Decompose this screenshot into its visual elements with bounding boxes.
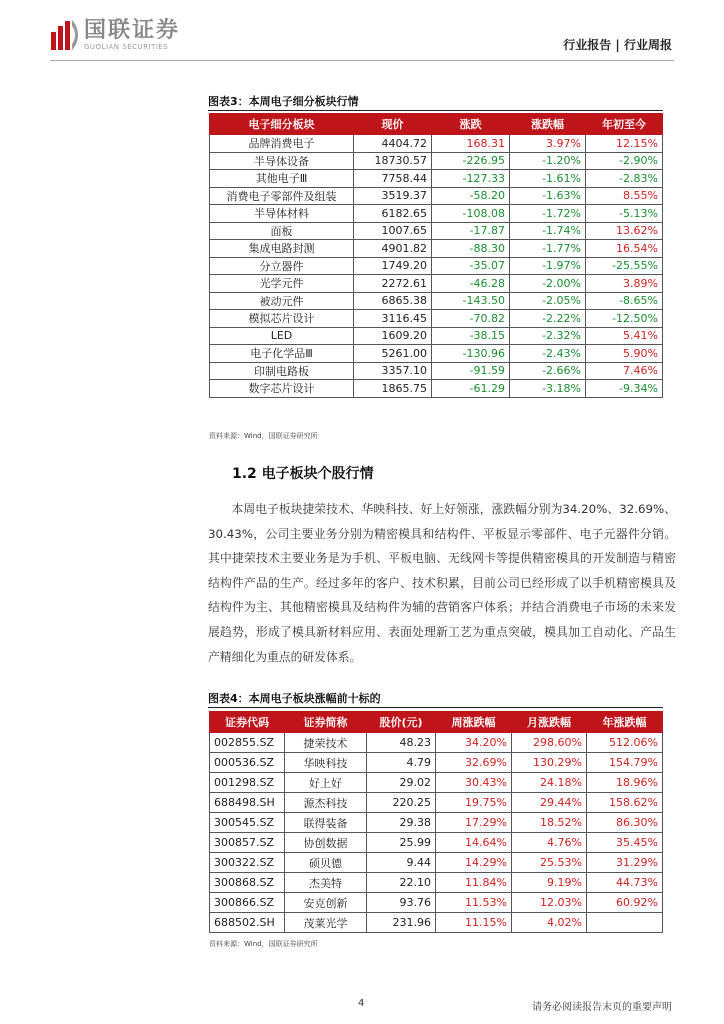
table-cell: 好上好: [285, 773, 367, 793]
table-cell: 17.29%: [436, 813, 512, 833]
table-row: [210, 853, 663, 873]
table-cell: 34.20%: [436, 733, 512, 753]
table-cell: 电子化学品Ⅲ: [210, 345, 354, 363]
table-row: [210, 793, 663, 813]
table-cell: -91.59: [432, 362, 510, 380]
table-cell: -88.30: [432, 240, 510, 258]
table-cell: 44.73%: [587, 873, 663, 893]
table-cell: 86.30%: [587, 813, 663, 833]
table-cell: 面板: [210, 222, 354, 240]
table-cell: 4901.82: [354, 240, 432, 258]
table-cell: -12.50%: [586, 310, 663, 328]
table-cell: 93.76: [367, 893, 436, 913]
table-cell: -1.20%: [510, 152, 586, 170]
table-cell: 31.29%: [587, 853, 663, 873]
table4-title-underline: [208, 707, 663, 708]
column-header: 年涨跌幅: [587, 712, 663, 733]
table-cell: 688502.SH: [210, 913, 285, 933]
table-cell: 25.99: [367, 833, 436, 853]
table-cell: 9.19%: [512, 873, 587, 893]
table-cell: 158.62%: [587, 793, 663, 813]
table-cell: -1.77%: [510, 240, 586, 258]
table-cell: LED: [210, 327, 354, 345]
table-cell: -1.72%: [510, 205, 586, 223]
table-cell: 32.69%: [436, 753, 512, 773]
table-cell: 688498.SH: [210, 793, 285, 813]
table-cell: 168.31: [432, 135, 510, 153]
table-cell: 002855.SZ: [210, 733, 285, 753]
table-row: [210, 292, 663, 310]
table-cell: 000536.SZ: [210, 753, 285, 773]
column-header: 涨跌: [432, 114, 510, 135]
table3-source: 资料来源：Wind，国联证券研究所: [209, 432, 318, 440]
column-header: 涨跌幅: [510, 114, 586, 135]
table-cell: -35.07: [432, 257, 510, 275]
table-cell: 300866.SZ: [210, 893, 285, 913]
table-row: [210, 813, 663, 833]
table-cell: 印制电路板: [210, 362, 354, 380]
table-cell: 130.29%: [512, 753, 587, 773]
table-cell: 298.60%: [512, 733, 587, 753]
table-cell: 3116.45: [354, 310, 432, 328]
table-row: [210, 257, 663, 275]
table-row: [210, 275, 663, 293]
table-cell: 4.79: [367, 753, 436, 773]
table-cell: 3.97%: [510, 135, 586, 153]
table-cell: 4.02%: [512, 913, 587, 933]
table-cell: -5.13%: [586, 205, 663, 223]
table-cell: -2.32%: [510, 327, 586, 345]
table-cell: -143.50: [432, 292, 510, 310]
table4-title: 图表4：本周电子板块涨幅前十标的: [208, 692, 381, 705]
table-cell: -226.95: [432, 152, 510, 170]
table-row: [210, 380, 663, 398]
table-cell: 源杰科技: [285, 793, 367, 813]
table-cell: -1.63%: [510, 187, 586, 205]
table-cell: 消费电子零部件及组装: [210, 187, 354, 205]
table-cell: -108.08: [432, 205, 510, 223]
table-cell: 001298.SZ: [210, 773, 285, 793]
table-cell: 茂莱光学: [285, 913, 367, 933]
table-row: [210, 310, 663, 328]
column-header: 现价: [354, 114, 432, 135]
table-cell: 分立器件: [210, 257, 354, 275]
table-cell: 11.53%: [436, 893, 512, 913]
table-cell: -8.65%: [586, 292, 663, 310]
table3-title: 图表3：本周电子细分板块行情: [208, 95, 359, 108]
logo-chinese-name: 国联证券: [84, 17, 181, 43]
table-cell: 5.41%: [586, 327, 663, 345]
table-cell: 300322.SZ: [210, 853, 285, 873]
table-cell: 3357.10: [354, 362, 432, 380]
table-cell: 512.06%: [587, 733, 663, 753]
table-cell: 220.25: [367, 793, 436, 813]
table-cell: -9.34%: [586, 380, 663, 398]
column-header: 周涨跌幅: [436, 712, 512, 733]
table-cell: 半导体材料: [210, 205, 354, 223]
section-heading: 1.2 电子板块个股行情: [232, 466, 374, 482]
table-cell: -70.82: [432, 310, 510, 328]
table-row: [210, 833, 663, 853]
table-cell: 6865.38: [354, 292, 432, 310]
table-cell: -127.33: [432, 170, 510, 188]
table-cell: -2.00%: [510, 275, 586, 293]
table-cell: 14.64%: [436, 833, 512, 853]
table-cell: 6182.65: [354, 205, 432, 223]
column-header: 月涨跌幅: [512, 712, 587, 733]
table-cell: 光学元件: [210, 275, 354, 293]
table3-title-underline: [208, 110, 663, 111]
table-row: [210, 733, 663, 753]
table-cell: -130.96: [432, 345, 510, 363]
table-cell: 1865.75: [354, 380, 432, 398]
table-header-row: [210, 114, 663, 135]
top-gainers-table: [209, 711, 663, 933]
table-row: [210, 327, 663, 345]
table-row: [210, 240, 663, 258]
table-cell: 18.96%: [587, 773, 663, 793]
table-cell: -1.74%: [510, 222, 586, 240]
table-cell: 杰美特: [285, 873, 367, 893]
table-row: [210, 152, 663, 170]
table-cell: 30.43%: [436, 773, 512, 793]
table-cell: 1749.20: [354, 257, 432, 275]
table-row: [210, 345, 663, 363]
table-row: [210, 205, 663, 223]
table-cell: 品牌消费电子: [210, 135, 354, 153]
table-row: [210, 222, 663, 240]
table-cell: 29.44%: [512, 793, 587, 813]
table-cell: 16.54%: [586, 240, 663, 258]
table-cell: 8.55%: [586, 187, 663, 205]
table4-source: 资料来源：Wind，国联证券研究所: [209, 940, 318, 948]
table-cell: 协创数据: [285, 833, 367, 853]
table-cell: 300545.SZ: [210, 813, 285, 833]
table-cell: 14.29%: [436, 853, 512, 873]
table-cell: 半导体设备: [210, 152, 354, 170]
table-cell: 18730.57: [354, 152, 432, 170]
table-cell: -38.15: [432, 327, 510, 345]
table-cell: -61.29: [432, 380, 510, 398]
column-header: 证券代码: [210, 712, 285, 733]
table-row: [210, 773, 663, 793]
table-cell: 5.90%: [586, 345, 663, 363]
table-cell: 集成电路封测: [210, 240, 354, 258]
table-cell: 24.18%: [512, 773, 587, 793]
table-header-row: [210, 712, 663, 733]
table-cell: 被动元件: [210, 292, 354, 310]
table-cell: 29.38: [367, 813, 436, 833]
table-row: [210, 893, 663, 913]
table-cell: 19.75%: [436, 793, 512, 813]
table-cell: 9.44: [367, 853, 436, 873]
column-header: 年初至今: [586, 114, 663, 135]
report-type-label: 行业报告 | 行业周报: [563, 38, 672, 52]
table-cell: -1.97%: [510, 257, 586, 275]
table-cell: -25.55%: [586, 257, 663, 275]
table-cell: 模拟芯片设计: [210, 310, 354, 328]
column-header: 电子细分板块: [210, 114, 354, 135]
table-cell: 22.10: [367, 873, 436, 893]
table-cell: 7.46%: [586, 362, 663, 380]
table-row: [210, 170, 663, 188]
table-cell: 231.96: [367, 913, 436, 933]
table-cell: 29.02: [367, 773, 436, 793]
table-cell: 13.62%: [586, 222, 663, 240]
table-row: [210, 187, 663, 205]
table-cell: 5261.00: [354, 345, 432, 363]
header-divider: [50, 60, 674, 61]
table-cell: -2.66%: [510, 362, 586, 380]
section-paragraph: 本周电子板块捷荣技术、华映科技、好上好领涨，涨跌幅分别为34.20%、32.69%、30.43%，公司主要业务分别为精密模具和结构件、平板显示零部件、电子元器件分销。其中捷荣技术主要业务是为手机、平板电脑、无线网卡等提供精密模具的开发制造与精密结构件产品的生产。经过多年的客户、技术积累，目前公司已经形成了以手机精密模具及结构件为主、其他精密模具及结构件为辅的营销客户体系；并结合消费电子市场的未来发展趋势，形成了模具新材料应用、表面处理新工艺为重点突破，模具加工自动化、产品生产精细化为重点的研发体系。: [208, 502, 676, 664]
table-cell: 华映科技: [285, 753, 367, 773]
table-cell: -58.20: [432, 187, 510, 205]
company-logo: [50, 18, 180, 52]
table-cell: 25.53%: [512, 853, 587, 873]
table-cell: 联得装备: [285, 813, 367, 833]
table-cell: 4404.72: [354, 135, 432, 153]
table-cell: 154.79%: [587, 753, 663, 773]
table-row: [210, 873, 663, 893]
logo-mark-icon: [50, 18, 80, 52]
table-cell: 18.52%: [512, 813, 587, 833]
table-row: [210, 913, 663, 933]
table-cell: 11.84%: [436, 873, 512, 893]
table-cell: -2.90%: [586, 152, 663, 170]
table-cell: 3519.37: [354, 187, 432, 205]
table-cell: -2.22%: [510, 310, 586, 328]
table-cell: 7758.44: [354, 170, 432, 188]
table-cell: 4.76%: [512, 833, 587, 853]
table-cell: 35.45%: [587, 833, 663, 853]
table-row: [210, 362, 663, 380]
table-cell: -1.61%: [510, 170, 586, 188]
table-cell: 300868.SZ: [210, 873, 285, 893]
logo-english-name: GUOLIAN SECURITIES: [84, 42, 169, 51]
column-header: 股价(元): [367, 712, 436, 733]
column-header: 证券简称: [285, 712, 367, 733]
table-row: [210, 753, 663, 773]
table-cell: 12.15%: [586, 135, 663, 153]
table-cell: 安克创新: [285, 893, 367, 913]
table-cell: -2.43%: [510, 345, 586, 363]
sector-performance-table: [209, 113, 663, 398]
table-cell: -2.83%: [586, 170, 663, 188]
page-number: 4: [358, 998, 365, 1009]
table-cell: 其他电子Ⅲ: [210, 170, 354, 188]
table-cell: -2.05%: [510, 292, 586, 310]
table-cell: 60.92%: [587, 893, 663, 913]
table-cell: 300857.SZ: [210, 833, 285, 853]
disclaimer-note: 请务必阅读报告末页的重要声明: [532, 1002, 672, 1013]
table-cell: 1609.20: [354, 327, 432, 345]
table-row: [210, 135, 663, 153]
table-cell: 3.89%: [586, 275, 663, 293]
table-cell: -17.87: [432, 222, 510, 240]
table-cell: 2272.61: [354, 275, 432, 293]
table-cell: 48.23: [367, 733, 436, 753]
table-cell: 硕贝德: [285, 853, 367, 873]
table-cell: 1007.65: [354, 222, 432, 240]
table-cell: [587, 913, 663, 933]
table-cell: -46.28: [432, 275, 510, 293]
table-cell: 11.15%: [436, 913, 512, 933]
table-cell: -3.18%: [510, 380, 586, 398]
table-cell: 12.03%: [512, 893, 587, 913]
table-cell: 数字芯片设计: [210, 380, 354, 398]
table-cell: 捷荣技术: [285, 733, 367, 753]
